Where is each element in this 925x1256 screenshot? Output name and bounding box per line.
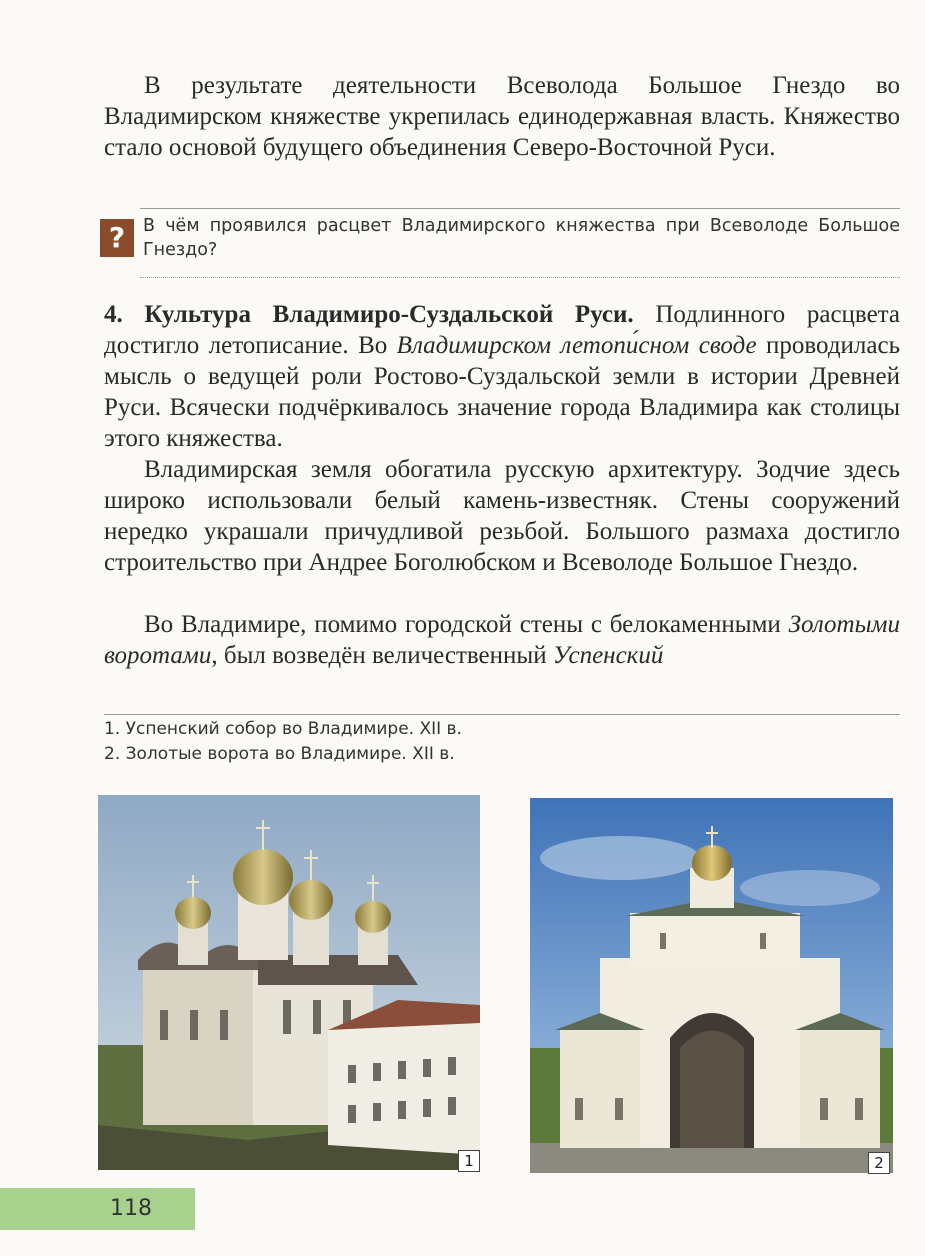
- section-paragraph-2: Владимирская земля обогатила русскую архитектуру. Зодчие здесь широко использовали белый камень-известняк. Стены сооружений нередко украшали причудливой резьбой. Большого размаха достигло строительство при Андрее Боголюбском и Всеволоде Большое Гнездо.: [104, 456, 900, 576]
- question-top-rule: [140, 208, 900, 209]
- section-paragraph-1: 4. Культура Владимиро-Суздальской Руси. Подлинного расцвета достигло летописание. Во Владимирском летопи́сном своде проводилась мысль о ведущей роли Ростово-Суздальской земли в истории Древней Руси. Всячески подчёркивалось значение города Владимира как столицы этого княжества.: [104, 301, 901, 452]
- question-text: В чём проявился расцвет Владимирского княжества при Всеволоде Большое Гнездо?: [143, 216, 900, 260]
- caption-rule: [104, 714, 900, 715]
- photo-golden-gate: [530, 798, 893, 1173]
- caption-1: 1. Успенский собор во Владимире. XII в.: [104, 719, 462, 739]
- photo-1-number: 1: [458, 1150, 480, 1172]
- page-number: 118: [0, 1188, 195, 1230]
- section-paragraph-3: Во Владимире, помимо городской стены с белокаменными Золотыми воротами, был возведён величественный Успенский: [104, 611, 900, 669]
- caption-2: 2. Золотые ворота во Владимире. XII в.: [104, 744, 455, 764]
- cathedral-term: Успенский: [552, 642, 664, 669]
- question-icon: ?: [100, 219, 134, 257]
- photo-2-number: 2: [868, 1152, 890, 1174]
- chronicle-term: Владимирском летопи́сном своде: [396, 332, 757, 359]
- paragraph-intro: В результате деятельности Всеволода Большое Гнездо во Владимирском княжестве укрепилась единодержавная власть. Княжество стало основой будущего объединения Северо-Восточной Руси.: [104, 72, 900, 161]
- photo-assumption-cathedral: [98, 795, 480, 1170]
- golden-gate-term: Золотыми воротами: [104, 611, 900, 669]
- question-bottom-rule: [140, 277, 900, 278]
- section-heading: 4. Культура Владимиро-Суздальской Руси.: [104, 301, 634, 328]
